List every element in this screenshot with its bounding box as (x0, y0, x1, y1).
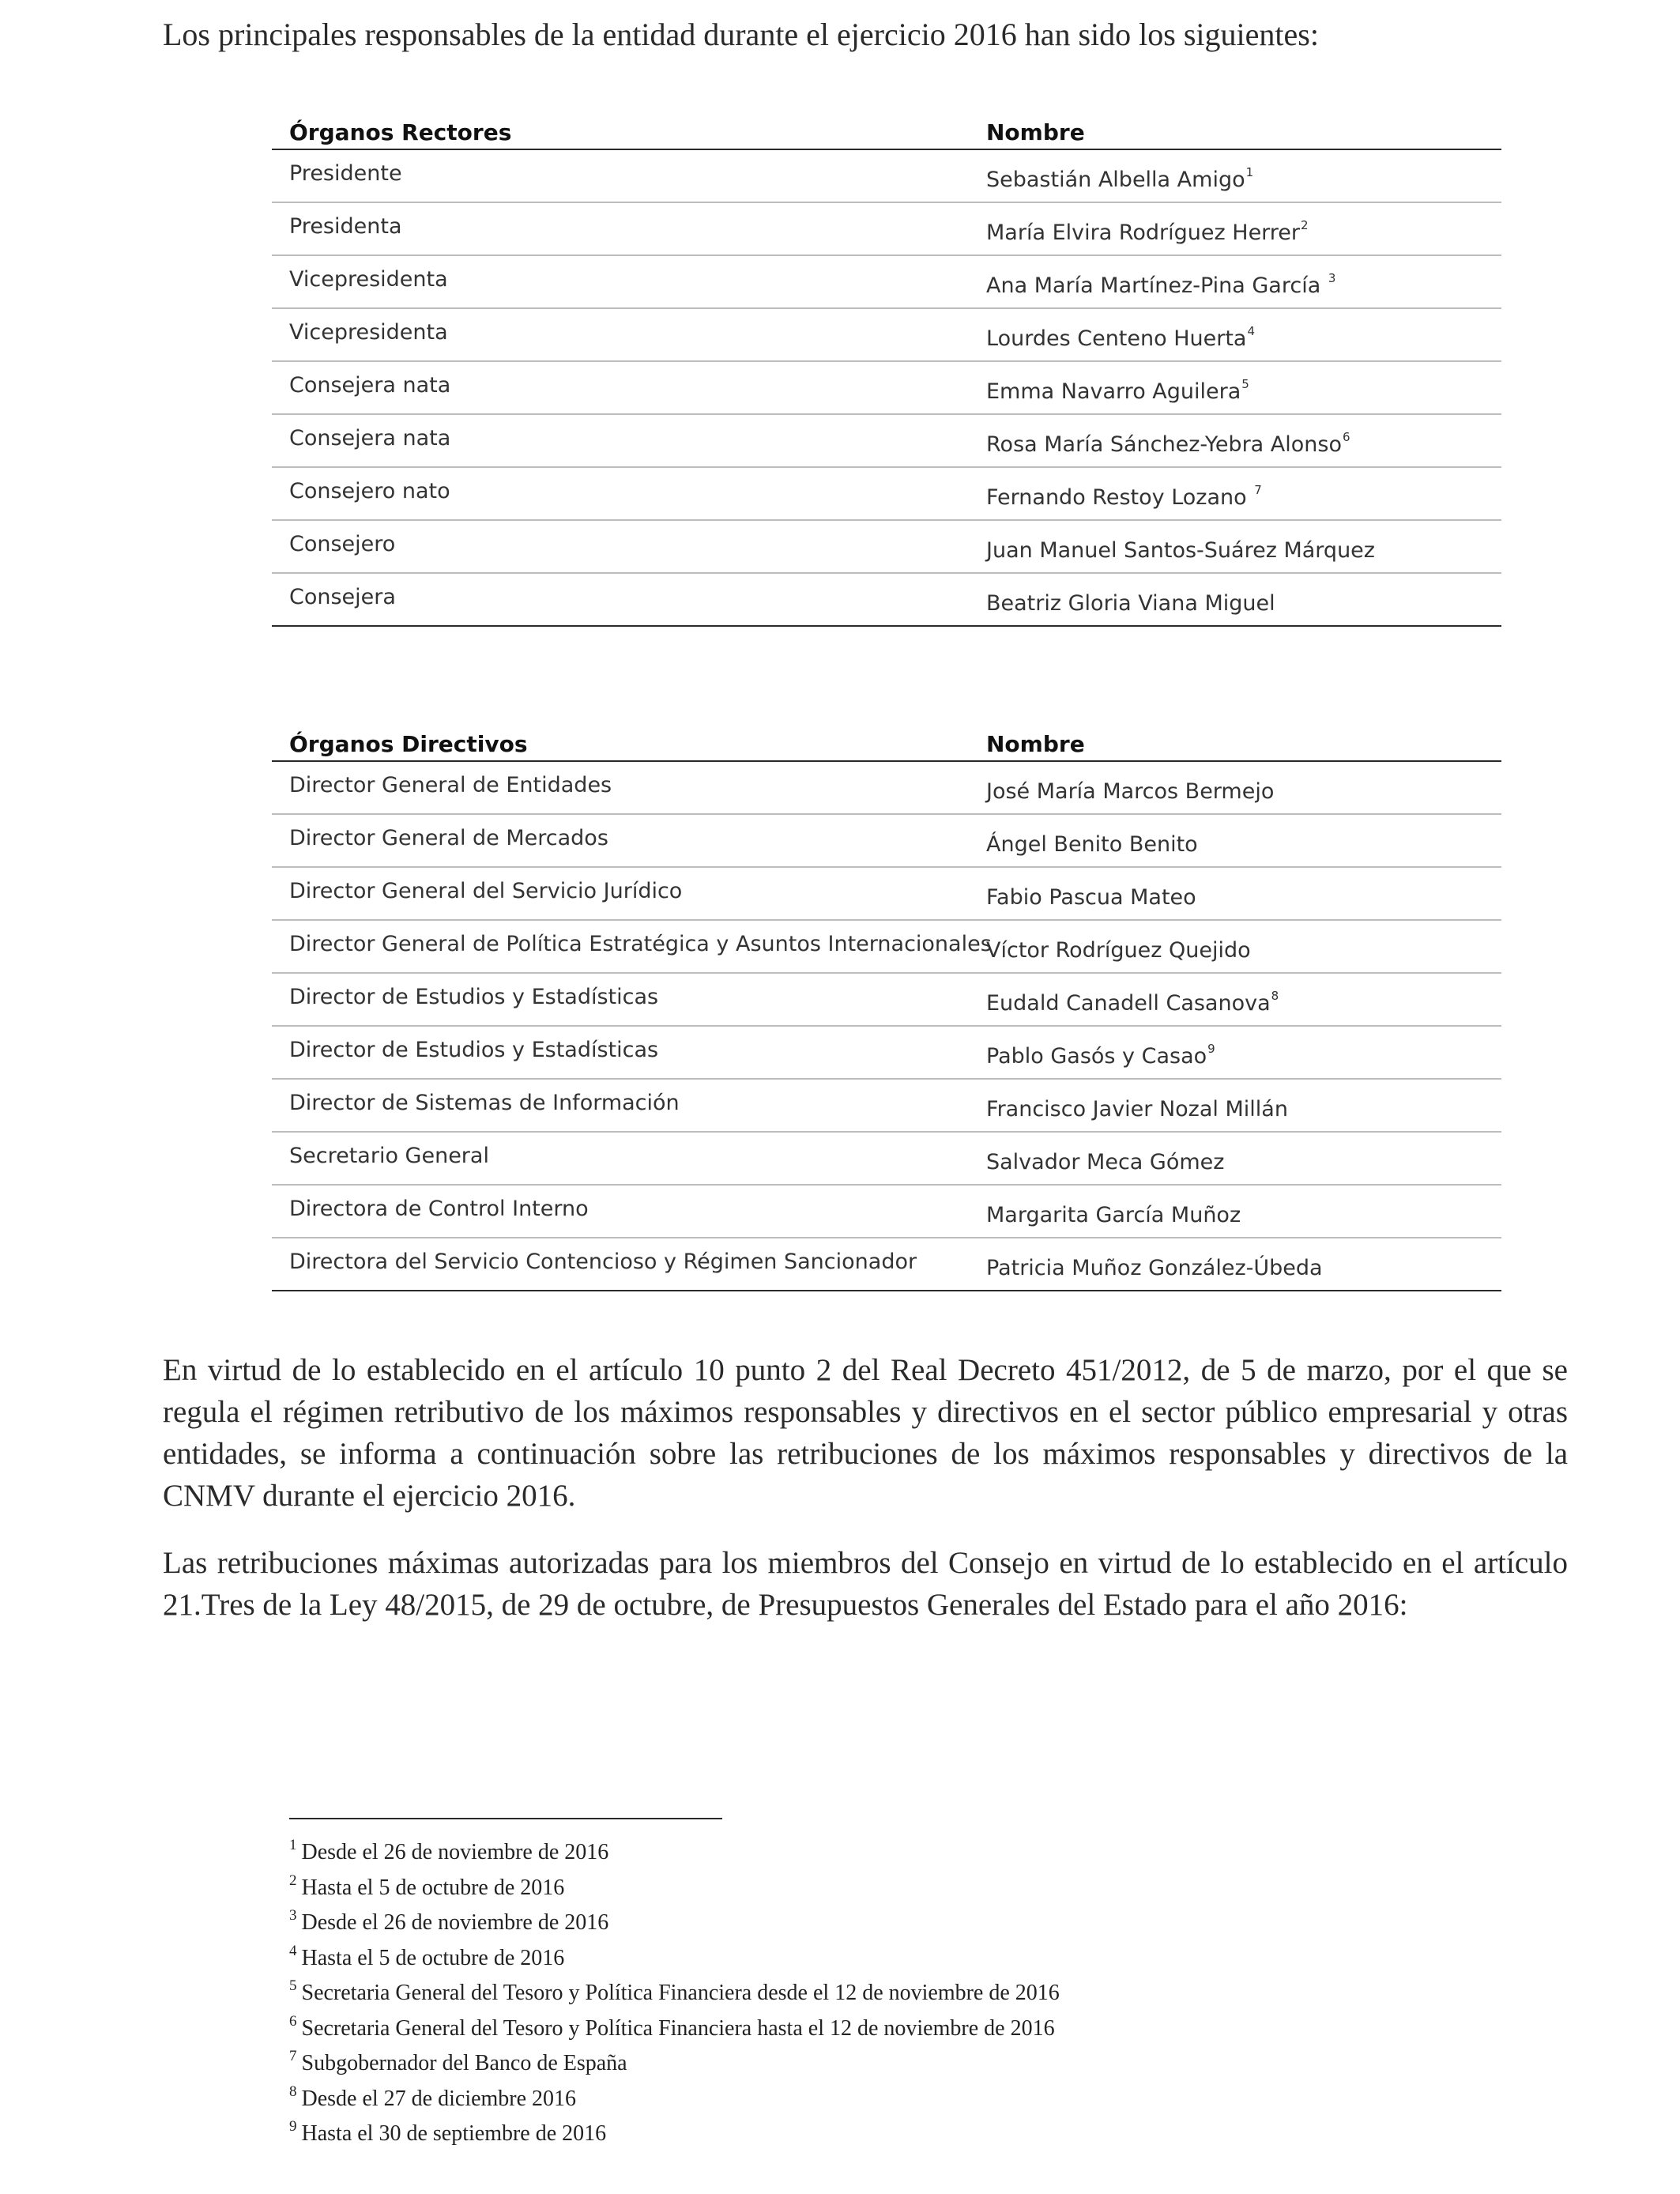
header-nombre: Nombre (986, 119, 1085, 145)
footnote-separator (289, 1818, 722, 1819)
table-row (272, 1238, 1501, 1291)
footnote-text: Desde el 27 de diciembre 2016 (301, 2086, 577, 2111)
table-row (272, 1186, 1501, 1238)
footnote-item (289, 2011, 1060, 2047)
role-cell: Director General de Mercados (289, 826, 608, 850)
table-row (272, 150, 1501, 203)
name-cell (986, 1044, 1215, 1069)
organos-directivos-table (272, 726, 1501, 1291)
role-cell: Director General de Entidades (289, 773, 612, 797)
table-row (272, 868, 1501, 921)
footnote-text: Desde el 26 de noviembre de 2016 (301, 1910, 609, 1935)
name-text: José María Marcos Bermejo (986, 779, 1275, 804)
name-text: Sebastián Albella Amigo (986, 168, 1245, 192)
name-cell (986, 591, 1275, 616)
footnote-item (289, 1941, 1060, 1977)
organos-rectores-table (272, 114, 1501, 627)
role-cell: Secretario General (289, 1144, 489, 1168)
name-cell (986, 938, 1251, 963)
table-row (272, 815, 1501, 868)
footnote-item (289, 1835, 1060, 1871)
footnote-item (289, 1906, 1060, 1941)
header-nombre: Nombre (986, 731, 1085, 757)
table-body (272, 150, 1501, 627)
name-cell (986, 165, 1254, 192)
role-cell: Vicepresidenta (289, 267, 448, 292)
name-text: Pablo Gasós y Casao (986, 1044, 1207, 1069)
role-cell: Director de Estudios y Estadísticas (289, 1038, 659, 1062)
name-cell (986, 885, 1196, 910)
table-row (272, 309, 1501, 362)
footnote-text: Subgobernador del Banco de España (301, 2051, 627, 2075)
table-row (272, 762, 1501, 815)
paragraph-retribuciones: Las retribuciones máximas autorizadas para los miembros del Consejo en virtud de lo establecido en el artículo 21.Tres de la Ley 48/2015, de 29 de octubre, de Presupuestos Generales del Estado para el año 2016: (163, 1546, 1568, 1622)
footnote-ref: 5 (1241, 377, 1249, 391)
role-cell: Vicepresidenta (289, 320, 448, 345)
footnotes (289, 1835, 1060, 2152)
role-cell: Directora de Control Interno (289, 1197, 589, 1221)
footnote-text: Hasta el 30 de septiembre de 2016 (301, 2121, 607, 2146)
name-text: Fabio Pascua Mateo (986, 885, 1196, 910)
name-cell (986, 273, 1335, 298)
footnote-number: 6 (289, 2012, 297, 2030)
footnote-item (289, 2117, 1060, 2152)
footnote-text: Hasta el 5 de octubre de 2016 (301, 1945, 565, 1970)
footnote-item (289, 1976, 1060, 2011)
table-row (272, 974, 1501, 1027)
header-organos-rectores: Órganos Rectores (289, 119, 512, 145)
role-cell: Director de Estudios y Estadísticas (289, 985, 659, 1009)
table-row (272, 921, 1501, 974)
footnote-ref: 4 (1247, 324, 1256, 338)
name-text: Eudald Canadell Casanova (986, 991, 1271, 1016)
footnote-number: 2 (289, 1872, 297, 1889)
name-cell (986, 379, 1249, 404)
name-cell (986, 832, 1198, 857)
table-row (272, 1080, 1501, 1133)
table-row (272, 203, 1501, 256)
name-text: Víctor Rodríguez Quejido (986, 938, 1251, 963)
name-text: Francisco Javier Nozal Millán (986, 1097, 1288, 1122)
footnote-text: Secretaria General del Tesoro y Política Financiera desde el 12 de noviembre de 2016 (301, 1981, 1060, 2005)
role-cell: Consejero nato (289, 479, 450, 503)
intro-text: Los principales responsables de la entidad durante el ejercicio 2016 han sido los siguientes: (163, 17, 1319, 52)
name-text: Emma Navarro Aguilera (986, 379, 1241, 404)
footnote-ref: 2 (1301, 218, 1309, 232)
table-row (272, 362, 1501, 415)
footnote-number: 1 (289, 1837, 297, 1853)
table-header (272, 114, 1501, 150)
name-text: Fernando Restoy Lozano (986, 485, 1254, 510)
name-text: María Elvira Rodríguez Herrer (986, 221, 1301, 245)
table-row (272, 468, 1501, 521)
name-cell (986, 432, 1350, 457)
role-cell: Consejera nata (289, 426, 451, 450)
role-cell: Directora del Servicio Contencioso y Régimen Sancionador (289, 1250, 917, 1274)
role-cell: Presidenta (289, 214, 402, 239)
name-text: Margarita García Muñoz (986, 1203, 1241, 1227)
role-cell: Director de Sistemas de Información (289, 1091, 680, 1115)
name-cell (986, 326, 1255, 351)
table-row (272, 1133, 1501, 1186)
footnote-number: 8 (289, 2083, 297, 2100)
name-cell (986, 1203, 1241, 1227)
table-body (272, 762, 1501, 1291)
name-text: Lourdes Centeno Huerta (986, 326, 1247, 351)
name-text: Rosa María Sánchez-Yebra Alonso (986, 432, 1342, 457)
footnote-number: 7 (289, 2048, 297, 2064)
footnote-item (289, 2082, 1060, 2117)
role-cell: Director General del Servicio Jurídico (289, 879, 683, 903)
footnote-text: Secretaria General del Tesoro y Política Financiera hasta el 12 de noviembre de 2016 (301, 2015, 1055, 2041)
table-row (272, 1027, 1501, 1080)
name-cell (986, 779, 1274, 804)
footnote-number: 9 (289, 2118, 297, 2135)
name-cell (986, 1150, 1224, 1174)
footnote-ref: 6 (1342, 430, 1350, 444)
role-cell: Director General de Política Estratégica y Asuntos Internacionales (289, 932, 992, 956)
table-header (272, 726, 1501, 762)
name-cell (986, 538, 1375, 563)
role-cell: Consejera nata (289, 373, 451, 398)
name-text: Salvador Meca Gómez (986, 1150, 1225, 1174)
footnote-item (289, 1871, 1060, 1906)
footnote-ref: 7 (1254, 483, 1262, 497)
footnote-ref: 1 (1245, 165, 1254, 179)
name-cell (986, 485, 1262, 510)
table-row (272, 521, 1501, 574)
footnote-item (289, 2046, 1060, 2082)
role-cell: Presidente (289, 161, 402, 186)
name-cell (986, 991, 1279, 1016)
name-text: Ana María Martínez-Pina García (986, 273, 1328, 298)
name-text: Juan Manuel Santos-Suárez Márquez (986, 538, 1375, 563)
role-cell: Consejera (289, 585, 396, 609)
footnote-text: Hasta el 5 de octubre de 2016 (301, 1875, 565, 1900)
name-text: Patricia Muñoz González-Úbeda (986, 1256, 1323, 1280)
table-row (272, 256, 1501, 309)
footnote-number: 3 (289, 1907, 297, 1924)
name-cell (986, 1097, 1288, 1122)
table-row (272, 415, 1501, 468)
table-row (272, 574, 1501, 627)
footnote-ref: 8 (1271, 989, 1279, 1003)
header-organos-directivos: Órganos Directivos (289, 731, 528, 757)
name-cell (986, 218, 1309, 245)
paragraph-real-decreto: En virtud de lo establecido en el artículo 10 punto 2 del Real Decreto 451/2012, de 5 de marzo, por el que se regula el régimen retributivo de los máximos responsables y directivos en el sector público empresarial y otras entidades, se informa a continuación sobre las retribuciones de los máximos responsables y directivos de la CNMV durante el ejercicio 2016. (163, 1353, 1568, 1513)
footnote-ref: 3 (1328, 271, 1336, 285)
footnote-text: Desde el 26 de noviembre de 2016 (301, 1840, 609, 1864)
role-cell: Consejero (289, 532, 396, 556)
name-text: Ángel Benito Benito (986, 832, 1198, 857)
footnote-number: 5 (289, 1977, 297, 1994)
footnote-ref: 9 (1207, 1042, 1215, 1056)
name-text: Beatriz Gloria Viana Miguel (986, 591, 1275, 616)
name-cell (986, 1256, 1323, 1280)
footnote-number: 4 (289, 1942, 297, 1959)
